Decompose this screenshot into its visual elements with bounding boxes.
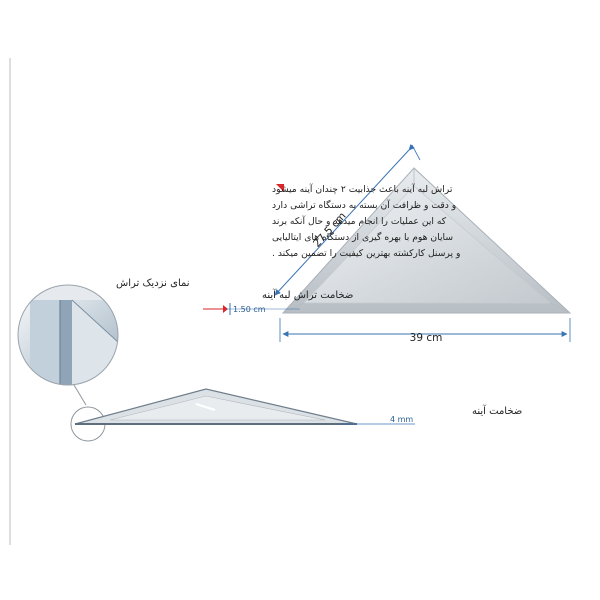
description-line-5: و پرسنل کارکشته بهترین کیفیت را تضمین میکند . bbox=[272, 248, 461, 259]
bevel-value: 1.50 cm bbox=[233, 305, 266, 314]
description-line-2: و دقت و ظرافت آن بسته به دستگاه تراشی دارد bbox=[272, 200, 457, 211]
base-dimension bbox=[280, 318, 570, 344]
bevel-label: ضخامت تراش لبه آینه bbox=[262, 290, 354, 301]
description-line-4: سایان هوم با بهره گیری از دستگاه های ایتالیایی bbox=[272, 232, 454, 243]
thickness-callout bbox=[340, 404, 522, 424]
description-line-3: که این عملیات را انجام میدهد و حال آنکه برند bbox=[272, 216, 447, 227]
hypotenuse-label: 27.5 cm bbox=[310, 210, 349, 250]
description-line-1: تراش لبه آینه باعث جذابیت ۲ چندان آینه میشود bbox=[272, 184, 453, 195]
closeup-view bbox=[18, 278, 190, 385]
closeup-label: نمای نزدیک تراش bbox=[116, 278, 190, 289]
side-view-mirror bbox=[75, 389, 357, 424]
description-block bbox=[272, 183, 460, 259]
thickness-label: ضخامت آینه bbox=[472, 406, 523, 417]
closeup-connector bbox=[74, 385, 86, 405]
thickness-value: 4 mm bbox=[390, 415, 414, 424]
base-label: 39 cm bbox=[409, 332, 443, 344]
